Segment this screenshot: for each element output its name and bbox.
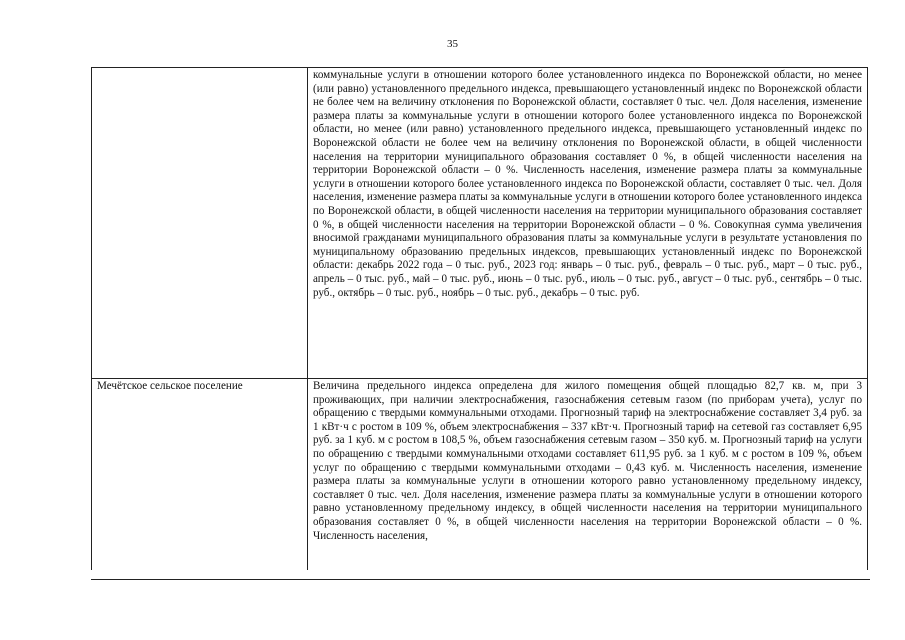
table-row: [92, 379, 868, 571]
table-viewport: [91, 67, 870, 580]
table-bottom-border: [91, 579, 870, 580]
tariff-table: [91, 67, 868, 570]
table-row: [92, 68, 868, 379]
description-cell: коммунальные услуги в отношении которого более установленного индекса по Воронежской области, но менее (или равно) установленного предельного индекса, превышающего установленный индекс по Воронежской области не более чем на величину отклонения по Воронежской области, составляет 0 тыс. чел. Доля населения, изменение размера платы за коммунальные услуги в отношении которого более установленного индекса по Воронежской области, но менее (или равно) установленного предельного индекса, превышающего установленный индекс по Воронежской области не более чем на величину отклонения по Воронежской области, в общей численности населения на территории муниципального образования составляет 0 %, в общей численности населения на территории Воронежской области – 0 %. Численность населения, изменение размера платы за коммунальные услуги в отношении которого более установленного индекса по Воронежской области, составляет 0 тыс. чел. Доля населения, изменение размера платы за коммунальные услуги в отношении которого более установленного индекса по Воронежской области, в общей численности населения на территории муниципального образования составляет 0 %, в общей численности населения на территории Воронежской области – 0 %. Совокупная сумма увеличения вносимой гражданами муниципального образования платы за коммунальные услуги в результате установления по муниципальному образованию предельных индексов, превышающих установленный индекс по Воронежской области: декабрь 2022 года – 0 тыс. руб., 2023 год: январь – 0 тыс. руб., февраль – 0 тыс. руб., март – 0 тыс. руб., апрель – 0 тыс. руб., май – 0 тыс. руб., июнь – 0 тыс. руб., июль – 0 тыс. руб., август – 0 тыс. руб., сентябрь – 0 тыс. руб., октябрь – 0 тыс. руб., ноябрь – 0 тыс. руб., декабрь – 0 тыс. руб.: [308, 68, 868, 379]
municipality-cell: [92, 68, 308, 379]
page-number: 35: [447, 38, 458, 50]
description-cell: Величина предельного индекса определена для жилого помещения общей площадью 82,7 кв. м, при 3 проживающих, при наличии электроснабжения, газоснабжения сетевым газом (по приборам учета), услуг по обращению с твердыми коммунальными отходами. Прогнозный тариф на электроснабжение составляет 3,4 руб. за 1 кВт·ч с ростом в 109 %, объем электроснабжения – 337 кВт·ч. Прогнозный тариф на сетевой газ составляет 6,95 руб. за 1 куб. м с ростом в 108,5 %, объем газоснабжения сетевым газом – 350 куб. м. Прогнозный тариф на услуги по обращению с твердыми коммунальными отходами составляет 611,95 руб. за 1 куб. м с ростом в 109 %, объем услуг по обращению с твердыми коммунальными отходами – 0,43 куб. м. Численность населения, изменение размера платы за коммунальные услуги в отношении которого равно установленному предельному индексу, составляет 0 тыс. чел. Доля населения, изменение размера платы за коммунальные услуги в отношении которого равно установленному предельному индексу, в общей численности населения на территории муниципального образования составляет 0 %, в общей численности населения на территории Воронежской области – 0 %. Численность населения,: [308, 379, 868, 571]
municipality-cell: Мечётское сельское поселение: [92, 379, 308, 571]
